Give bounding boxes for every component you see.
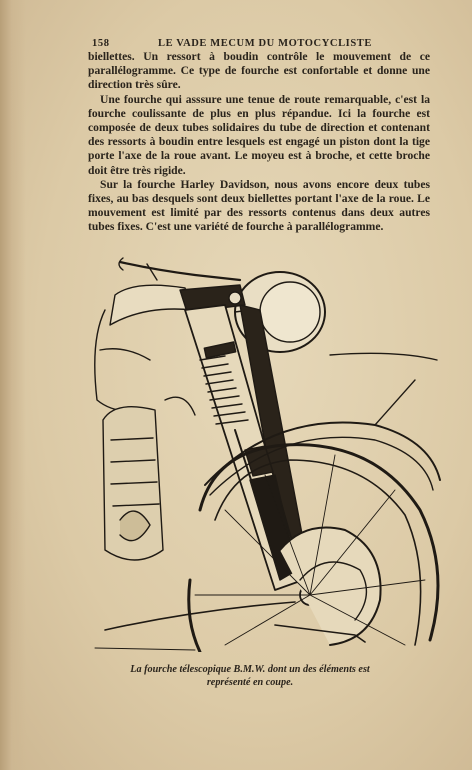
figure-caption — [100, 664, 400, 689]
body-text — [88, 50, 430, 235]
caption-line-2: représenté en coupe. — [206, 676, 294, 688]
page-number: 158 — [92, 38, 110, 49]
page-gutter-shadow — [0, 0, 26, 770]
telescopic-fork-drawing — [75, 250, 447, 652]
fork-illustration — [75, 250, 447, 652]
caption-line-1: La fourche télescopique B.M.W. dont un des éléments est — [130, 664, 370, 675]
running-title: LE VADE MECUM DU MOTOCYCLISTE — [158, 38, 373, 49]
paragraph-1: biellettes. Un ressort à boudin contrôle le mouvement de ce parallélogramme. Ce type de fourche est confortable et donne une direction très sûre. — [88, 50, 430, 92]
paragraph-2: Une fourche qui asssure une tenue de route remarquable, c'est la fourche coulissante de plus en plus répandue. Ici la fourche est composée de deux tubes solidaires du tube de direction et contenant des ressorts à boudin entre lesquels est engagé un piston dont la tige porte l'axe de la roue avant. Le moyeu est à broche, et cette broche doit être très rigide. — [88, 92, 430, 177]
paragraph-3: Sur la fourche Harley Davidson, nous avons encore deux tubes fixes, au bas desquels sont deux biellettes portant l'axe de la roue. Le mouvement est limité par des ressorts contenus dans deux autres tubes fixes. C'est une variété de fourche à parallélogramme. — [88, 177, 430, 234]
